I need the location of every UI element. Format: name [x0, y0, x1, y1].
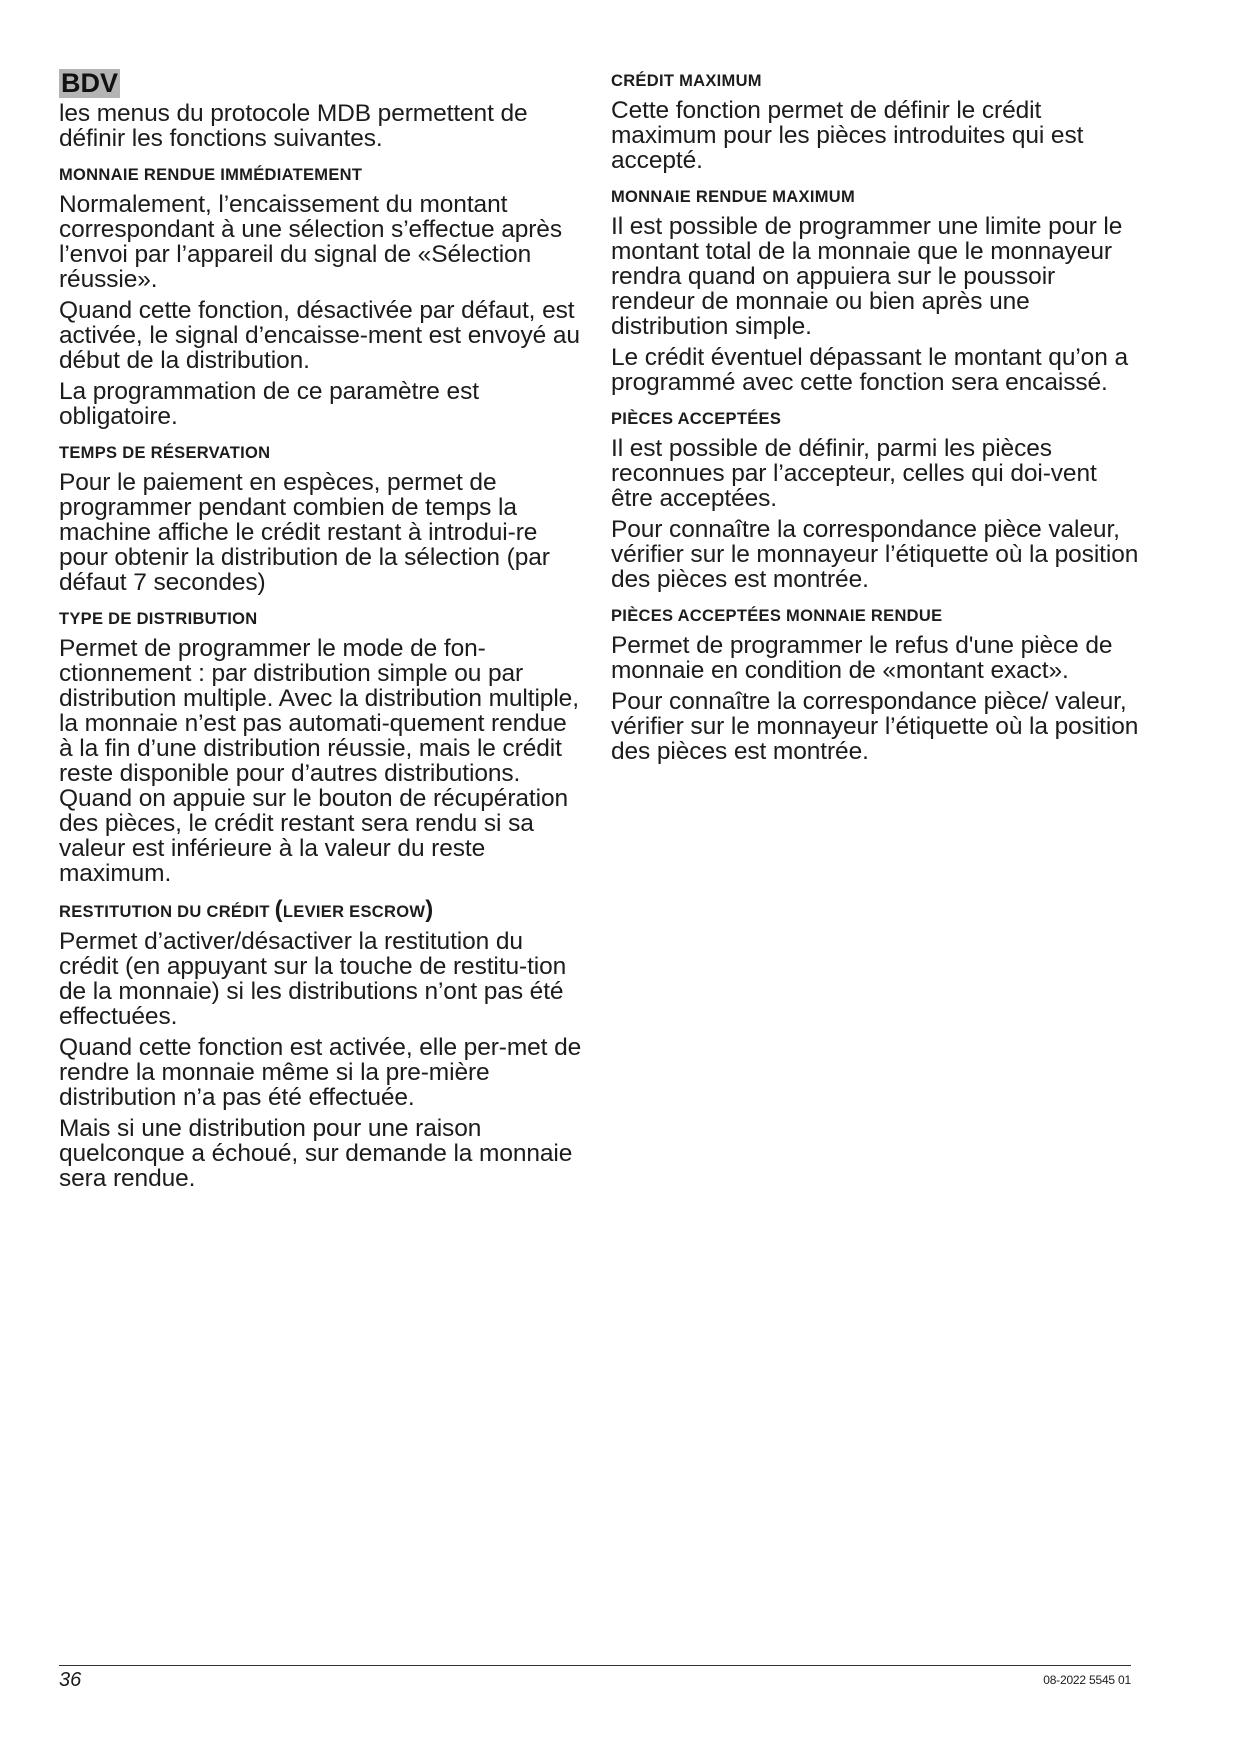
section-badge: BDV [61, 68, 119, 98]
paragraph: Il est possible de programmer une limite pour le montant total de la monnaie que le monnayeur rendra quand on appuiera sur le poussoir rendeur de monnaie ou bien après une distribution simple. [611, 213, 1123, 340]
paragraph: Il est possible de définir, parmi les pièces reconnues par l’accepteur, celles qui doi-vent être acceptées. [611, 435, 1097, 512]
footer-divider [59, 1665, 1131, 1666]
paragraph: Permet de programmer le refus d'une pièce de monnaie en condition de «montant exact». [611, 632, 1113, 684]
paragraph: Quand cette fonction, désactivée par défaut, est activée, le signal d’encaisse-ment est envoyé au début de la distribution. [59, 297, 580, 374]
page-number: 36 [59, 1669, 82, 1691]
left-column [59, 101, 584, 1197]
paragraph: Normalement, l’encaissement du montant correspondant à une sélection s’effectue après l’envoi par l’appareil du signal de «Sélection réussie». [59, 191, 562, 293]
paragraph: Mais si une distribution pour une raison quelconque a échoué, sur demande la monnaie sera rendue. [59, 1115, 573, 1192]
heading-pieces-acceptees-monnaie-rendue: PIÈCES ACCEPTÉES MONNAIE RENDUE [611, 607, 943, 625]
right-column [611, 71, 1141, 770]
paragraph: La programmation de ce paramètre est obligatoire. [59, 378, 479, 430]
paragraph: Pour connaître la correspondance pièce/ valeur, vérifier sur le monnayeur l’étiquette où la position des pièces est montrée. [611, 688, 1139, 765]
heading-temps-de-reservation: TEMPS DE RÉSERVATION [59, 444, 271, 462]
paragraph: Permet d’activer/désactiver la restitution du crédit (en appuyant sur la touche de restitu-tion de la monnaie) si les distributions n’ont pas été effectuées. [59, 928, 567, 1030]
paragraph: Permet de programmer le mode de fon-ctionnement : par distribution simple ou par distribution multiple. Avec la distribution multiple, la monnaie n’est pas automati-quement rendue à la fin d’une distribution réussie, mais le crédit reste disponible pour d’autres distributions. Quand on appuie sur le bouton de récupération des pièces, le crédit restant sera rendu si sa valeur est inférieure à la valeur du reste maximum. [59, 635, 579, 887]
paragraph: Cette fonction permet de définir le crédit maximum pour les pièces introduites qui est accepté. [611, 97, 1084, 174]
document-code: 08-2022 5545 01 [1043, 1673, 1131, 1687]
paren-open: ( [274, 896, 283, 923]
paragraph: Pour le paiement en espèces, permet de programmer pendant combien de temps la machine affiche le crédit restant à introdui-re pour obtenir la distribution de la sélection (par défaut 7 secondes) [59, 469, 550, 596]
heading-main: RESTITUTION DU CRÉDIT [59, 903, 275, 921]
paragraph: Pour connaître la correspondance pièce valeur, vérifier sur le monnayeur l’étiquette où la position des pièces est montrée. [611, 516, 1139, 593]
heading-pieces-acceptees: PIÈCES ACCEPTÉES [611, 410, 782, 428]
paren-close: ) [425, 896, 434, 923]
paragraph: Quand cette fonction est activée, elle per-met de rendre la monnaie même si la pre-mière distribution n’a pas été effectuée. [59, 1034, 582, 1111]
heading-monnaie-rendue-immediatement: MONNAIE RENDUE IMMÉDIATEMENT [59, 166, 363, 184]
intro-text: les menus du protocole MDB permettent de définir les fonctions suivantes. [59, 100, 528, 152]
paragraph: Le crédit éventuel dépassant le montant qu’on a programmé avec cette fonction sera encaissé. [611, 344, 1128, 396]
heading-type-de-distribution: TYPE DE DISTRIBUTION [59, 610, 258, 628]
heading-inner: LEVIER ESCROW [282, 903, 426, 921]
heading-restitution-du-credit [59, 896, 584, 923]
heading-credit-maximum: CRÉDIT MAXIMUM [611, 72, 762, 90]
heading-monnaie-rendue-maximum: MONNAIE RENDUE MAXIMUM [611, 188, 856, 206]
